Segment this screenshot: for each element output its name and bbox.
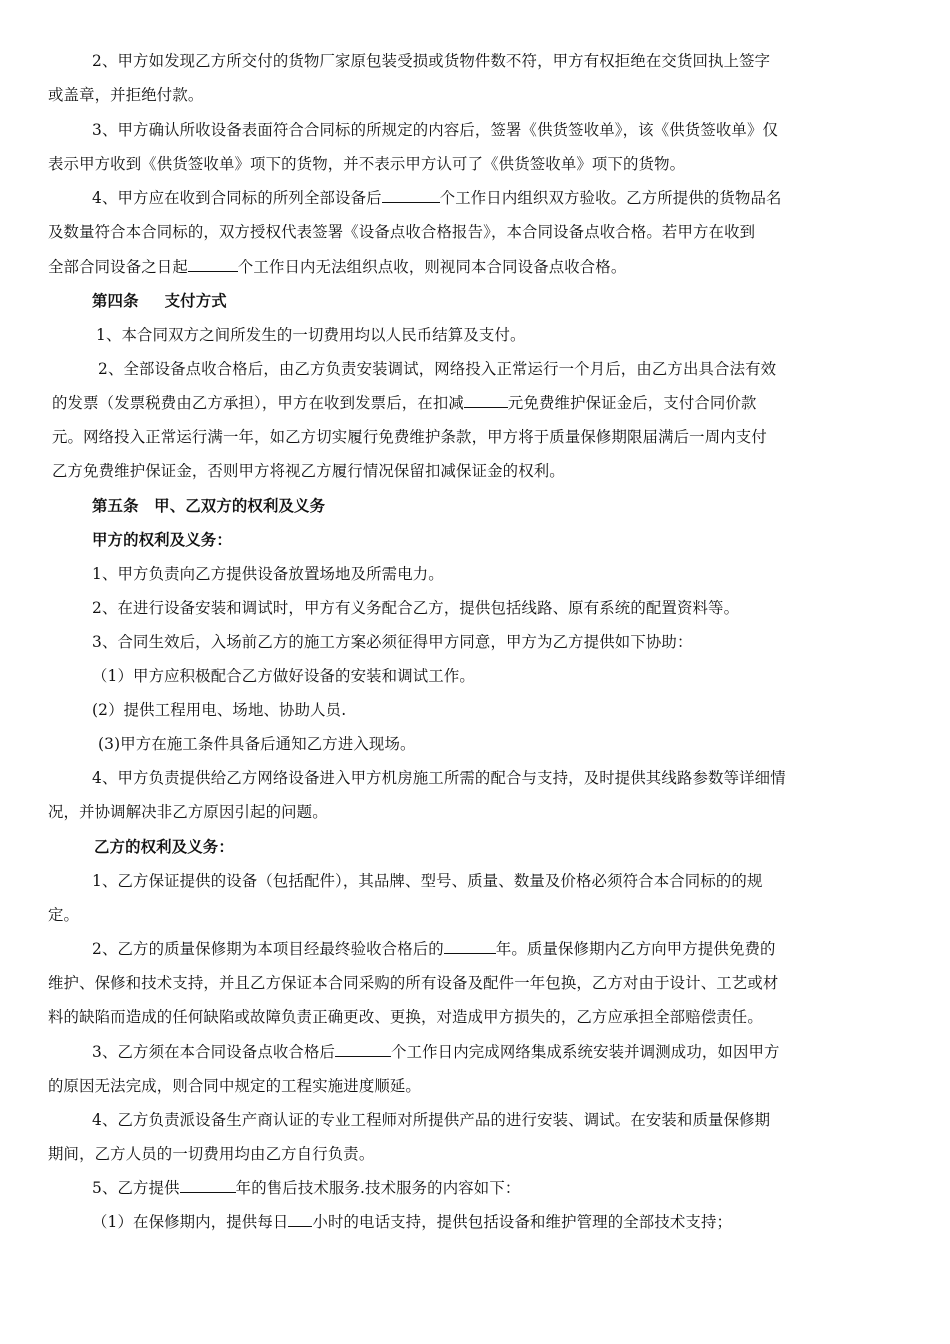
party-b-item5 bbox=[92, 1176, 520, 1200]
c4-item2-text-b: 元免费维护保证金后，支付合同价款 bbox=[507, 394, 757, 412]
party-a-heading: 甲方的权利及义务： bbox=[92, 531, 232, 549]
party-b-item2-text-b: 年。质量保修期内乙方向甲方提供免费的 bbox=[495, 940, 776, 958]
clause5-heading: 第五条 甲、乙双方的权利及义务 bbox=[92, 497, 326, 515]
party-b-item5-text-a: 5、乙方提供 bbox=[92, 1179, 180, 1197]
party-a-item3: 3、合同生效后，入场前乙方的施工方案必须征得甲方同意，甲方为乙方提供如下协助： bbox=[92, 633, 693, 651]
party-b-item2-line1 bbox=[92, 937, 776, 961]
fill-blank bbox=[335, 1040, 391, 1057]
party-a-subitem3: (3)甲方在施工条件具备后通知乙方进入现场。 bbox=[98, 735, 416, 753]
party-b-item1-line2: 定。 bbox=[48, 906, 80, 924]
c4-item2-line4: 乙方免费维护保证金，否则甲方将视乙方履行情况保留扣减保证金的权利。 bbox=[52, 462, 565, 480]
c4-item2-line3: 元。网络投入正常运行满一年，如乙方切实履行免费维护条款，甲方将于质量保修期限届满后一周内支付 bbox=[52, 428, 767, 446]
c3-item3-line1: 3、甲方确认所收设备表面符合合同标的所规定的内容后，签署《供货签收单》，该《供货签收单》仅 bbox=[92, 121, 779, 139]
clause4-heading bbox=[92, 289, 227, 313]
c3-item4-text-a: 4、甲方应在收到合同标的所列全部设备后 bbox=[92, 189, 382, 207]
c3-item4-line2: 及数量符合本合同标的，双方授权代表签署《设备点收合格报告》，本合同设备点收合格。若甲方在收到 bbox=[48, 223, 756, 241]
party-a-item1: 1、甲方负责向乙方提供设备放置场地及所需电力。 bbox=[92, 565, 444, 583]
fill-blank bbox=[288, 1210, 312, 1227]
c3-item3-line2: 表示甲方收到《供货签收单》项下的货物，并不表示甲方认可了《供货签收单》项下的货物。 bbox=[48, 155, 686, 173]
party-b-subitem1-text-a: （1）在保修期内，提供每日 bbox=[92, 1213, 289, 1231]
party-a-subitem2: (2）提供工程用电、场地、协助人员. bbox=[92, 701, 347, 719]
clause4-number: 第四条 bbox=[92, 292, 139, 310]
c3-item4-line1 bbox=[92, 186, 782, 210]
c4-item2-line1: 2、全部设备点收合格后，由乙方负责安装调试，网络投入正常运行一个月后，由乙方出具合法有效 bbox=[98, 360, 777, 378]
party-b-item2-text-a: 2、乙方的质量保修期为本项目经最终验收合格后的 bbox=[92, 940, 444, 958]
party-b-item3-line2: 的原因无法完成，则合同中规定的工程实施进度顺延。 bbox=[48, 1077, 421, 1095]
c3-item4-text-c: 全部合同设备之日起 bbox=[48, 258, 188, 276]
c4-item2-text-a: 的发票（发票税费由乙方承担），甲方在收到发票后，在扣减 bbox=[52, 394, 464, 412]
party-a-item4-line2: 况，并协调解决非乙方原因引起的问题。 bbox=[48, 803, 328, 821]
c3-item4-text-b: 个工作日内组织双方验收。乙方所提供的货物品名 bbox=[439, 189, 782, 207]
party-b-item4-line2: 期间，乙方人员的一切费用均由乙方自行负责。 bbox=[48, 1145, 375, 1163]
party-b-item3-text-b: 个工作日内完成网络集成系统安装并调测成功，如因甲方 bbox=[391, 1043, 780, 1061]
c4-item1: 1、本合同双方之间所发生的一切费用均以人民币结算及支付。 bbox=[96, 326, 526, 344]
c3-item4-line3 bbox=[48, 255, 626, 279]
party-a-subitem1: （1）甲方应积极配合乙方做好设备的安装和调试工作。 bbox=[92, 667, 475, 685]
c3-item2-line2: 或盖章，并拒绝付款。 bbox=[48, 86, 204, 104]
party-b-item2-line2: 维护、保修和技术支持，并且乙方保证本合同采购的所有设备及配件一年包换，乙方对由于设计、工艺或材 bbox=[48, 974, 779, 992]
party-b-subitem1-text-b: 小时的电话支持，提供包括设备和维护管理的全部技术支持； bbox=[312, 1213, 733, 1231]
party-b-item4-line1: 4、乙方负责派设备生产商认证的专业工程师对所提供产品的进行安装、调试。在安装和质量保修期 bbox=[92, 1111, 771, 1129]
fill-blank bbox=[188, 255, 238, 272]
clause4-title: 支付方式 bbox=[164, 292, 227, 310]
c3-item2-line1: 2、甲方如发现乙方所交付的货物厂家原包装受损或货物件数不符，甲方有权拒绝在交货回执上签字 bbox=[92, 52, 771, 70]
fill-blank bbox=[444, 937, 496, 954]
party-a-item2: 2、在进行设备安装和调试时，甲方有义务配合乙方，提供包括线路、原有系统的配置资料等。 bbox=[92, 599, 740, 617]
party-b-item3-text-a: 3、乙方须在本合同设备点收合格后 bbox=[92, 1043, 336, 1061]
party-b-item1-line1: 1、乙方保证提供的设备（包括配件），其品牌、型号、质量、数量及价格必须符合本合同标的的规 bbox=[92, 872, 763, 890]
fill-blank bbox=[382, 186, 440, 203]
party-b-subitem1 bbox=[92, 1210, 732, 1234]
party-b-item2-line3: 料的缺陷而造成的任何缺陷或故障负责正确更改、更换，对造成甲方损失的，乙方应承担全部赔偿责任。 bbox=[48, 1008, 763, 1026]
party-b-heading: 乙方的权利及义务： bbox=[94, 838, 234, 856]
party-b-item3-line1 bbox=[92, 1040, 780, 1064]
c4-item2-line2 bbox=[52, 391, 757, 415]
party-b-item5-text-b: 年的售后技术服务.技术服务的内容如下： bbox=[235, 1179, 521, 1197]
c3-item4-text-d: 个工作日内无法组织点收，则视同本合同设备点收合格。 bbox=[237, 258, 627, 276]
fill-blank bbox=[464, 391, 508, 408]
party-a-item4-line1: 4、甲方负责提供给乙方网络设备进入甲方机房施工所需的配合与支持，及时提供其线路参数等详细情 bbox=[92, 769, 786, 787]
fill-blank bbox=[180, 1176, 236, 1193]
